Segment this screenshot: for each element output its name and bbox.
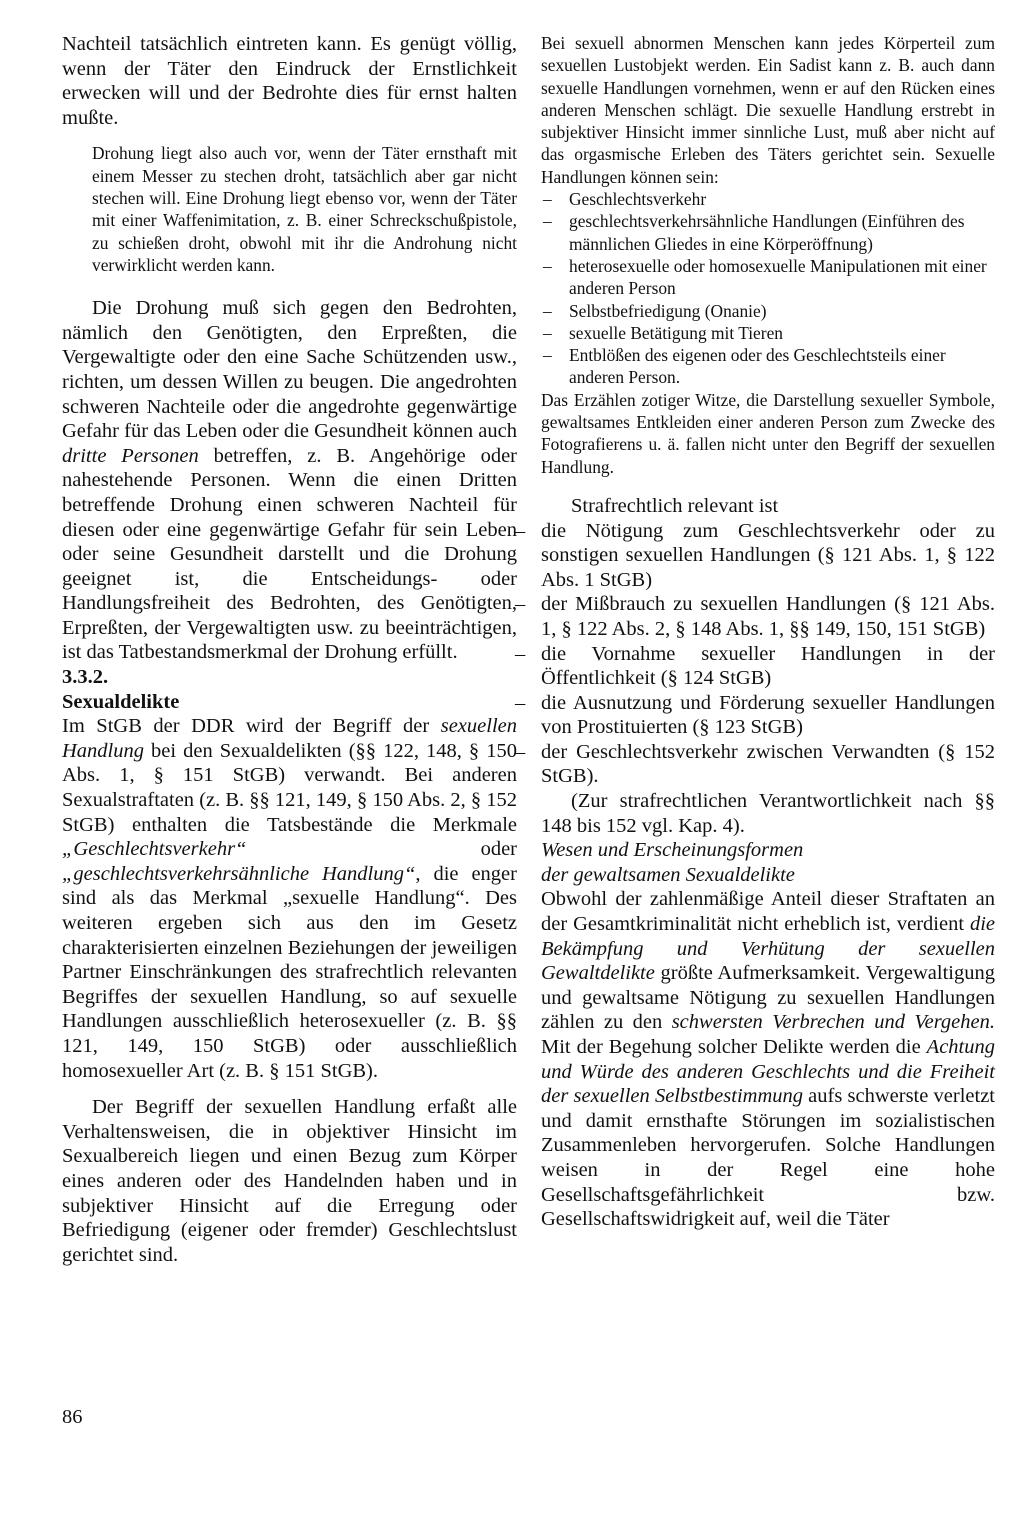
list-item: – die Nötigung zum Geschlechtsverkehr oder zu sonstigen sexuellen Handlungen (§ 121 Abs. 1, § 122 Abs. 1 StGB) (511, 519, 995, 593)
paragraph (62, 714, 517, 1083)
italic-text: die Bekämpfung und Verhütung der sexuellen Gewaltdelikte (541, 913, 995, 985)
text-run: Mit der Begehung solcher Delikte werden die (541, 1036, 927, 1058)
text-run: größte Aufmerksamkeit. Vergewaltigung und gewaltsame Nötigung zu sexuellen Handlungen zählen zu den (541, 962, 995, 1034)
text-run: , die enger sind als das Merkmal „sexuelle Handlung“. Des weiteren ergeben sich aus den im Gesetz charakterisierten einzelnen Beziehungen der jeweiligen Partner Einschränkungen des strafrechtlich relevanten Begriffes der sexuellen Handlung, so auf sexuelle Handlungen ausschließlich heterosexueller (z. B. §§ 121, 149, 150 StGB) oder ausschließlich homosexueller Art (z. B. § 151 StGB). (62, 862, 517, 1082)
right-column (541, 32, 995, 1232)
subheading: Wesen und Erscheinungsformen (541, 839, 804, 862)
list-item: – heterosexuelle oder homosexuelle Manipulationen mit einer anderen Person (541, 255, 995, 300)
list-item: – Entblößen des eigenen oder des Geschlechtsteils einer anderen Person. (541, 344, 995, 389)
text-run: aufs schwerste verletzt und damit ernsthafte Störungen im sozialistischen Zusammenleben hervorgerufen. Solche Handlungen weisen in der Regel eine hohe Gesellschaftsgefährlichkeit bzw. Gesellschaftswidrigkeit auf, weil die Täter (541, 1085, 995, 1231)
subheading: der gewaltsamen Sexualdelikte (541, 863, 795, 886)
section-number: 3.3.2. (62, 666, 109, 689)
example-paragraph: Das Erzählen zotiger Witze, die Darstellung sexueller Symbole, gewaltsames Entkleiden einer anderen Person zum Zwecke des Fotografierens u. ä. fallen nicht unter den Begriff der sexuellen Handlung. (541, 389, 995, 477)
list-item: – Selbstbefriedigung (Onanie) (541, 300, 995, 322)
list-item: – der Geschlechtsverkehr zwischen Verwandten (§ 152 StGB). (511, 740, 995, 789)
sexual-acts-list (541, 188, 995, 389)
relevant-offences-list (541, 519, 995, 790)
italic-text: Achtung und Würde des anderen Geschlechts und die Freiheit der sexuellen Selbstbestimmung (541, 1036, 995, 1108)
example-paragraph: Bei sexuell abnormen Menschen kann jedes Körperteil zum sexuellen Lustobjekt werden. Ein Sadist kann z. B. auch dann sexuelle Handlungen vornehmen, wenn er auf den Rücken eines anderen Menschen schlägt. Die sexuelle Handlung erstrebt in subjektiver Hinsicht immer sinnliche Lust, muß aber nicht auf das orgasmische Erleben des Täters gerichtet sein. Sexuelle Handlungen können sein: (541, 33, 995, 187)
text-run: Im StGB der DDR wird der Begriff der (62, 715, 441, 738)
italic-text: sexuellen Handlung (62, 715, 517, 762)
list-item: – die Ausnutzung und Förderung sexueller Handlungen von Prostituierten (§ 123 StGB) (511, 691, 995, 740)
list-item: – Geschlechtsverkehr (541, 188, 995, 210)
paragraph: (Zur strafrechtlichen Verantwortlichkeit nach §§ 148 bis 152 vgl. Kap. 4). (541, 790, 995, 837)
list-item: – der Mißbrauch zu sexuellen Handlungen (§ 121 Abs. 1, § 122 Abs. 2, § 148 Abs. 1, §§ 149, 150, 151 StGB) (511, 592, 995, 641)
text-run: bei den Sexualdelikten (§§ 122, 148, § 150 Abs. 1, § 151 StGB) verwandt. Bei anderen Sexualstraftaten (z. B. §§ 121, 149, § 150 Abs. 2, § 152 StGB) enthalten die Tatsbestände die Merkmale (62, 739, 517, 836)
text-run: oder (246, 838, 517, 861)
italic-text: „geschlechtsverkehrsähnliche Handlung“ (62, 862, 416, 885)
list-item: – sexuelle Betätigung mit Tieren (541, 322, 995, 344)
paragraph (541, 887, 995, 1231)
page-number: 86 (62, 1406, 83, 1428)
example-paragraph: Drohung liegt also auch vor, wenn der Täter ernsthaft mit einem Messer zu stechen droht, tatsächlich aber gar nicht stechen will. Eine Drohung liegt ebenso vor, wenn der Täter mit einer Waffenimitation, z. B. einer Schreckschußpistole, zu schießen droht, obwohl mit ihr die Androhung nicht verwirklicht werden kann. (92, 143, 517, 275)
paragraph: Nachteil tatsächlich eintreten kann. Es genügt völlig, wenn der Täter den Eindruck der Ernstlichkeit erwecken will und der Bedrohte dies für ernst halten mußte. (62, 33, 517, 129)
text-run: betreffen, z. B. Angehörige oder nahestehende Personen. Wenn die einen Dritten betreffende Drohung einen schweren Nachteil für diesen oder eine gegenwärtige Gefahr für sein Leben oder seine Gesundheit darstellt und die Drohung geeignet ist, die Entscheidungs- oder Handlungsfreiheit des Bedrohten, des Genötigten, Erpreßten, der Vergewaltigten usw. zu beeinträchtigen, ist das Tatbestandsmerkmal der Drohung erfüllt. (62, 444, 517, 664)
italic-text: schwersten Verbrechen und Vergehen. (671, 1011, 995, 1034)
paragraph: Der Begriff der sexuellen Handlung erfaßt alle Verhaltensweisen, die in objektiver Hinsicht im Sexualbereich liegen und einen Bezug zum Körper eines anderen oder des Handelnden haben und in subjektiver Hinsicht auf die Erregung oder Befriedigung (eigener oder fremder) Geschlechtslust gerichtet sind. (62, 1096, 517, 1266)
left-column (62, 32, 517, 1267)
text-run: Obwohl der zahlenmäßige Anteil dieser Straftaten an der Gesamtkriminalität nicht erheblich ist, verdient (541, 888, 995, 936)
paragraph: Strafrechtlich relevant ist (571, 494, 779, 517)
list-item: – geschlechtsverkehrsähnliche Handlungen (Einführen des männlichen Gliedes in eine Körperöffnung) (541, 210, 995, 255)
text-run: Die Drohung muß sich gegen den Bedrohten, nämlich den Genötigten, den Erpreßten, die Vergewaltigte oder den eine Sache Schützenden usw., richten, um dessen Willen zu beugen. Die angedrohten schweren Nachteile oder die angedrohte gegenwärtige Gefahr für das Leben oder die Gesundheit können auch (62, 297, 517, 443)
italic-text: „Geschlechtsverkehr“ (62, 838, 247, 861)
italic-text: dritte Personen (62, 444, 199, 467)
section-title: Sexualdelikte (62, 690, 180, 713)
list-item: – die Vornahme sexueller Handlungen in der Öffentlichkeit (§ 124 StGB) (511, 642, 995, 691)
paragraph (62, 296, 517, 665)
